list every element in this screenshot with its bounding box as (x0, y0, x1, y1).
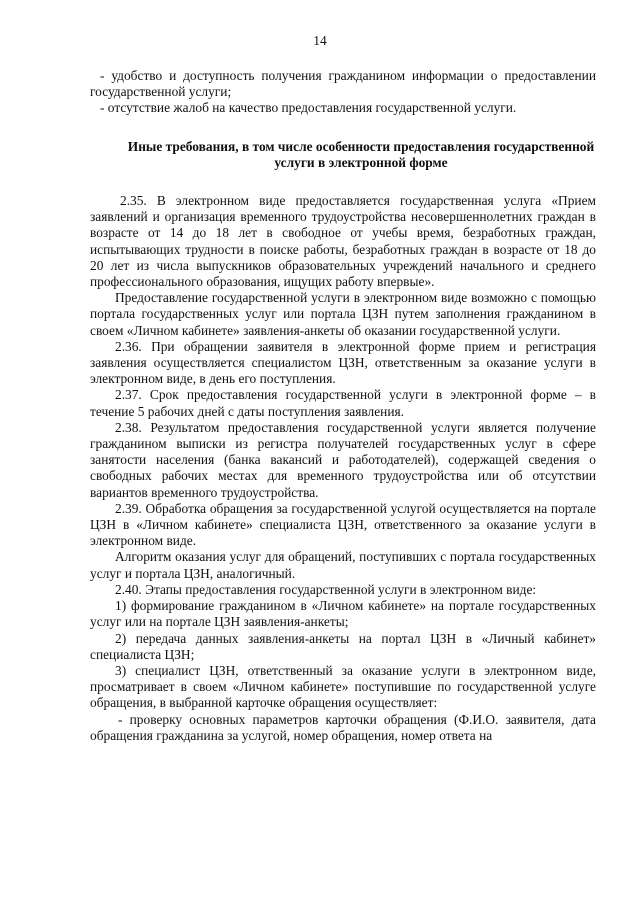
paragraph-electronic-access: Предоставление государственной услуги в электронном виде возможно с помощью портала государственных услуг или портала ЦЗН путем заполнения гражданином в своем «Личном кабинете» заявления-анкеты об оказании государственной услуги. (90, 290, 596, 338)
list-item-no-complaints: - отсутствие жалоб на качество предоставления государственной услуги. (100, 100, 517, 116)
paragraph-2-39: 2.39. Обработка обращения за государственной услугой осуществляется на портале ЦЗН в «Личном кабинете» специалиста ЦЗН, ответственного за оказание услуги в электронном виде. (90, 500, 596, 549)
page-number: 14 (313, 33, 327, 48)
paragraph-2-40: 2.40. Этапы предоставления государственной услуги в электронном виде: (115, 581, 537, 597)
paragraph-2-37: 2.37. Срок предоставления государственной услуги в электронной форме – в течение 5 рабочих дней с даты поступления заявления. (90, 387, 596, 419)
paragraph-2-38: 2.38. Результатом предоставления государственной услуги является получение гражданином выписки из регистра получателей государственных услуг в сфере занятости населения (банка вакансий и работодателей), содержащей сведения о свободных рабочих местах для временного трудоустройства или об отсутствии вариантов временного трудоустройства. (90, 419, 596, 500)
list-item-step-3: 3) специалист ЦЗН, ответственный за оказание услуги в электронном виде, просматривает в своем «Личном кабинете» поступившие по государственной услуге обращения, в выбранной карточке обращения осуществляет: (90, 662, 596, 711)
list-item-accessibility: - удобство и доступность получения гражданином информации о предоставлении государственной услуги; (90, 68, 596, 100)
list-item-check-parameters: - проверку основных параметров карточки обращения (Ф.И.О. заявителя, дата обращения гражданина за услугой, номер обращения, номер ответа на (90, 711, 596, 743)
document-body (90, 68, 596, 744)
section-heading: Иные требования, в том числе особенности предоставления государственной услуги в электронной форме (127, 138, 595, 170)
paragraph-2-35: 2.35. В электронном виде предоставляется государственная услуга «Прием заявлений и организация временного трудоустройства несовершеннолетних граждан в возрасте от 14 до 18 лет в свободное от учебы время, безработных граждан, испытывающих трудности в поиске работы, безработных граждан в возрасте от 18 до 20 лет из числа выпускников образовательных учреждений начального и среднего профессионального образования, ищущих работу впервые». (90, 193, 596, 290)
list-item-step-1: 1) формирование гражданином в «Личном кабинете» на портале государственных услуг или на портале ЦЗН заявления-анкеты; (90, 598, 596, 630)
paragraph-algorithm: Алгоритм оказания услуг для обращений, поступивших с портала государственных услуг и портала ЦЗН, аналогичный. (90, 549, 596, 581)
list-item-step-2: 2) передача данных заявления-анкеты на портал ЦЗН в «Личный кабинет» специалиста ЦЗН; (90, 630, 596, 662)
paragraph-2-36: 2.36. При обращении заявителя в электронной форме прием и регистрация заявления осуществляется специалистом ЦЗН, ответственным за оказание услуги в электронном виде, в день его поступления. (90, 338, 596, 387)
